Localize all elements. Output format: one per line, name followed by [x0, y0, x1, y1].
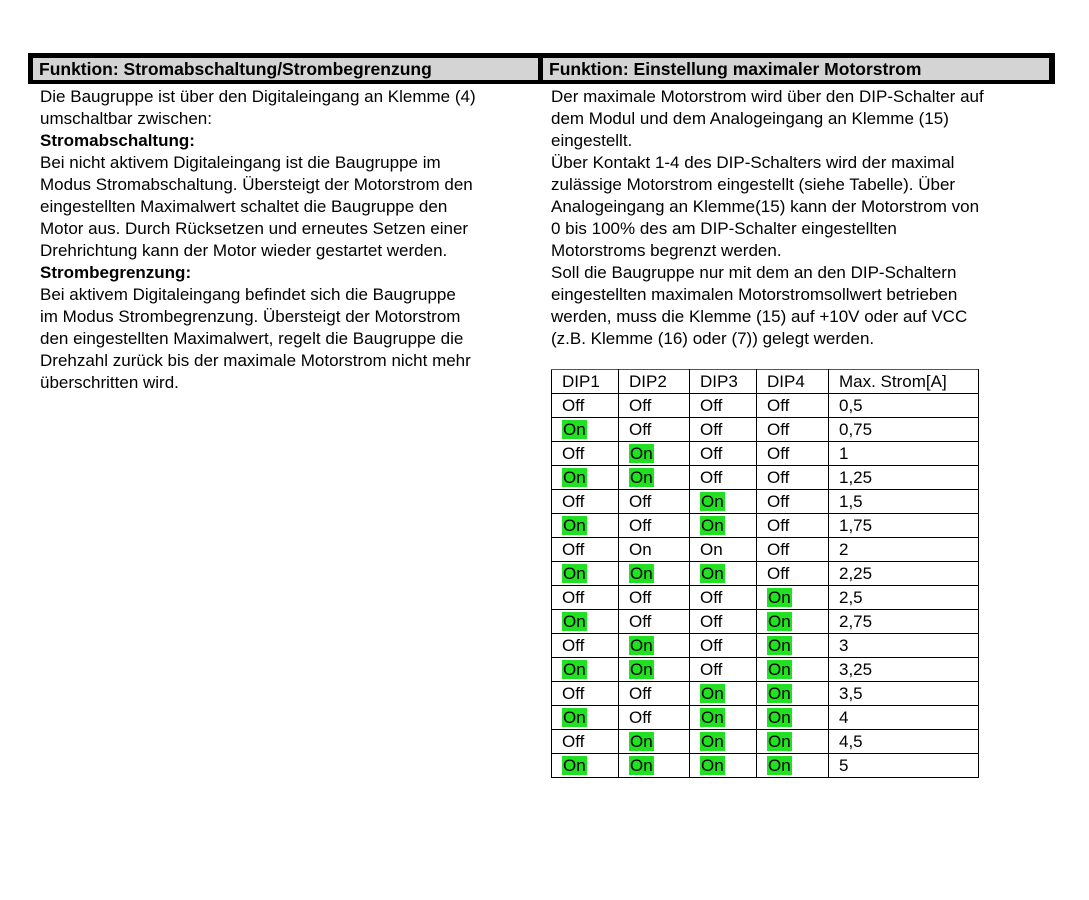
dip-cell [619, 658, 690, 682]
dip-cell [690, 586, 757, 610]
table-row [552, 730, 979, 754]
dip-cell [757, 658, 829, 682]
dip-cell [619, 754, 690, 778]
dip-state: On [563, 467, 586, 487]
dip-state: On [629, 539, 652, 559]
dip-state: Off [767, 491, 790, 511]
dip-state: On [768, 635, 791, 655]
dip-cell [757, 610, 829, 634]
dip-cell [619, 418, 690, 442]
motorstrom-text: Soll die Baugruppe nur mit dem an den DIP-Schaltern [551, 263, 957, 282]
dip-state: Off [700, 587, 723, 607]
table-row [552, 634, 979, 658]
dip-cell [619, 610, 690, 634]
dip-state: On [701, 491, 724, 511]
dip-cell [690, 394, 757, 418]
dip-cell [552, 586, 619, 610]
motorstrom-text: 0 bis 100% des am DIP-Schalter eingestellten [551, 219, 897, 238]
dip-cell [690, 658, 757, 682]
dip-state: Off [629, 611, 652, 631]
dip-cell [690, 466, 757, 490]
dip-state: Off [700, 419, 723, 439]
column-header: DIP3 [690, 370, 757, 394]
dip-state: On [630, 659, 653, 679]
dip-state: On [701, 683, 724, 703]
dip-state: On [701, 755, 724, 775]
max-current-cell: 2,5 [829, 586, 979, 610]
stromabschaltung-text: Modus Stromabschaltung. Übersteigt der Motorstrom den [40, 175, 473, 194]
dip-cell [552, 610, 619, 634]
dip-state: On [768, 731, 791, 751]
dip-state: Off [767, 467, 790, 487]
strombegrenzung-text: Drehzahl zurück bis der maximale Motorstrom nicht mehr [40, 351, 471, 370]
table-row [552, 418, 979, 442]
dip-cell [552, 538, 619, 562]
dip-state: Off [767, 515, 790, 535]
dip-state: Off [767, 563, 790, 583]
max-current-cell: 4,5 [829, 730, 979, 754]
dip-cell [619, 490, 690, 514]
dip-state: Off [767, 443, 790, 463]
table-row [552, 490, 979, 514]
dip-cell [619, 466, 690, 490]
table-row [552, 610, 979, 634]
dip-state: Off [629, 515, 652, 535]
motorstrom-text: eingestellt. [551, 131, 633, 150]
dip-cell [757, 562, 829, 586]
dip-state: Off [700, 611, 723, 631]
dip-state: Off [629, 707, 652, 727]
dip-state: Off [562, 443, 585, 463]
dip-state: Off [562, 587, 585, 607]
right-section-title: Funktion: Einstellung maximaler Motorstrom [543, 58, 1049, 80]
dip-state: Off [700, 443, 723, 463]
dip-cell [552, 514, 619, 538]
dip-state: On [701, 563, 724, 583]
motorstrom-text: Analogeingang an Klemme(15) kann der Motorstrom von [551, 197, 980, 216]
column-header: DIP1 [552, 370, 619, 394]
dip-state: Off [562, 395, 585, 415]
column-header: Max. Strom[A] [829, 370, 979, 394]
max-current-cell: 0,75 [829, 418, 979, 442]
stromabschaltung-text: Bei nicht aktivem Digitaleingang ist die Baugruppe im [40, 153, 441, 172]
dip-cell [757, 706, 829, 730]
dip-state: On [630, 563, 653, 583]
dip-state: On [768, 587, 791, 607]
dip-cell [757, 418, 829, 442]
dip-cell [757, 514, 829, 538]
dip-state: On [630, 635, 653, 655]
max-current-cell: 5 [829, 754, 979, 778]
column-header: DIP4 [757, 370, 829, 394]
dip-state: Off [562, 635, 585, 655]
right-column-text [551, 86, 1046, 350]
stromabschaltung-heading: Stromabschaltung: [40, 131, 195, 150]
dip-cell [619, 514, 690, 538]
dip-cell [552, 682, 619, 706]
table-body [552, 394, 979, 778]
dip-cell [552, 418, 619, 442]
table-header-row [552, 370, 979, 394]
dip-state: Off [629, 587, 652, 607]
intro-text: umschaltbar zwischen: [40, 109, 212, 128]
max-current-cell: 2,75 [829, 610, 979, 634]
dip-switch-table [551, 369, 979, 778]
dip-cell [690, 418, 757, 442]
dip-cell [690, 730, 757, 754]
dip-cell [619, 538, 690, 562]
dip-cell [757, 730, 829, 754]
motorstrom-text: dem Modul und dem Analogeingang an Klemme (15) [551, 109, 949, 128]
left-column-text [40, 86, 535, 394]
dip-cell [690, 442, 757, 466]
max-current-cell: 1,5 [829, 490, 979, 514]
dip-state: On [563, 419, 586, 439]
dip-cell [757, 682, 829, 706]
dip-state: Off [562, 539, 585, 559]
max-current-cell: 2 [829, 538, 979, 562]
dip-cell [690, 490, 757, 514]
dip-state: Off [700, 467, 723, 487]
dip-cell [757, 394, 829, 418]
dip-cell [552, 730, 619, 754]
strombegrenzung-text: Bei aktivem Digitaleingang befindet sich die Baugruppe [40, 285, 456, 304]
dip-cell [552, 658, 619, 682]
dip-state: On [563, 659, 586, 679]
dip-state: Off [700, 395, 723, 415]
dip-cell [552, 394, 619, 418]
motorstrom-text: Motorstroms begrenzt werden. [551, 241, 782, 260]
dip-state: On [630, 467, 653, 487]
dip-state: Off [767, 419, 790, 439]
dip-state: On [563, 755, 586, 775]
motorstrom-text: Der maximale Motorstrom wird über den DIP-Schalter auf [551, 87, 984, 106]
dip-cell [619, 682, 690, 706]
strombegrenzung-heading: Strombegrenzung: [40, 263, 192, 282]
dip-state: Off [562, 731, 585, 751]
motorstrom-text: Über Kontakt 1-4 des DIP-Schalters wird der maximal [551, 153, 955, 172]
max-current-cell: 4 [829, 706, 979, 730]
dip-cell [690, 682, 757, 706]
table-row [552, 658, 979, 682]
section-header-bar [28, 53, 1055, 84]
dip-cell [690, 706, 757, 730]
dip-cell [552, 754, 619, 778]
strombegrenzung-text: den eingestellten Maximalwert, regelt die Baugruppe die [40, 329, 464, 348]
table-row [552, 562, 979, 586]
dip-cell [757, 442, 829, 466]
table-row [552, 442, 979, 466]
dip-state: On [768, 659, 791, 679]
dip-cell [619, 706, 690, 730]
max-current-cell: 1,75 [829, 514, 979, 538]
dip-cell [552, 442, 619, 466]
dip-cell [757, 466, 829, 490]
stromabschaltung-text: Motor aus. Durch Rücksetzen und erneutes Setzen einer [40, 219, 469, 238]
dip-state: Off [629, 395, 652, 415]
dip-cell [690, 634, 757, 658]
dip-state: On [563, 563, 586, 583]
stromabschaltung-text: Drehrichtung kann der Motor wieder gestartet werden. [40, 241, 448, 260]
dip-cell [552, 466, 619, 490]
column-header: DIP2 [619, 370, 690, 394]
dip-state: Off [767, 395, 790, 415]
motorstrom-text: eingestellten maximalen Motorstromsollwert betrieben [551, 285, 958, 304]
dip-state: Off [629, 491, 652, 511]
max-current-cell: 3,5 [829, 682, 979, 706]
dip-state: On [701, 731, 724, 751]
dip-cell [619, 394, 690, 418]
dip-cell [757, 538, 829, 562]
motorstrom-text: (z.B. Klemme (16) oder (7)) gelegt werden. [551, 329, 875, 348]
table-row [552, 754, 979, 778]
dip-state: Off [700, 659, 723, 679]
strombegrenzung-text: im Modus Strombegrenzung. Übersteigt der Motorstrom [40, 307, 461, 326]
dip-cell [619, 586, 690, 610]
dip-cell [552, 490, 619, 514]
dip-cell [619, 730, 690, 754]
dip-state: On [701, 707, 724, 727]
intro-text: Die Baugruppe ist über den Digitaleingang an Klemme (4) [40, 87, 476, 106]
dip-state: Off [562, 683, 585, 703]
max-current-cell: 1 [829, 442, 979, 466]
dip-state: On [630, 755, 653, 775]
dip-state: On [630, 731, 653, 751]
dip-cell [619, 562, 690, 586]
dip-state: On [563, 707, 586, 727]
table-row [552, 706, 979, 730]
dip-state: Off [700, 635, 723, 655]
dip-cell [690, 514, 757, 538]
dip-cell [619, 634, 690, 658]
dip-cell [757, 634, 829, 658]
motorstrom-text: zulässige Motorstrom eingestellt (siehe Tabelle). Über [551, 175, 956, 194]
dip-cell [552, 562, 619, 586]
dip-cell [552, 634, 619, 658]
left-section-title: Funktion: Stromabschaltung/Strombegrenzung [33, 58, 538, 80]
table-row [552, 466, 979, 490]
dip-state: On [700, 539, 723, 559]
dip-state: On [768, 755, 791, 775]
stromabschaltung-text: eingestellten Maximalwert schaltet die Baugruppe den [40, 197, 448, 216]
dip-cell [690, 538, 757, 562]
motorstrom-text: werden, muss die Klemme (15) auf +10V oder auf VCC [551, 307, 968, 326]
dip-state: Off [629, 419, 652, 439]
dip-state: On [768, 683, 791, 703]
dip-state: Off [629, 683, 652, 703]
dip-state: On [701, 515, 724, 535]
max-current-cell: 2,25 [829, 562, 979, 586]
table-row [552, 682, 979, 706]
table-row [552, 586, 979, 610]
strombegrenzung-text: überschritten wird. [40, 373, 179, 392]
dip-state: On [768, 707, 791, 727]
max-current-cell: 3 [829, 634, 979, 658]
max-current-cell: 1,25 [829, 466, 979, 490]
max-current-cell: 3,25 [829, 658, 979, 682]
table-row [552, 538, 979, 562]
dip-state: Off [562, 491, 585, 511]
dip-state: On [563, 515, 586, 535]
dip-cell [757, 490, 829, 514]
dip-cell [690, 562, 757, 586]
dip-cell [690, 754, 757, 778]
table-row [552, 394, 979, 418]
max-current-cell: 0,5 [829, 394, 979, 418]
dip-state: Off [767, 539, 790, 559]
dip-cell [690, 610, 757, 634]
dip-state: On [630, 443, 653, 463]
dip-cell [552, 706, 619, 730]
dip-state: On [563, 611, 586, 631]
dip-cell [757, 586, 829, 610]
dip-cell [619, 442, 690, 466]
dip-state: On [768, 611, 791, 631]
dip-cell [757, 754, 829, 778]
table-row [552, 514, 979, 538]
